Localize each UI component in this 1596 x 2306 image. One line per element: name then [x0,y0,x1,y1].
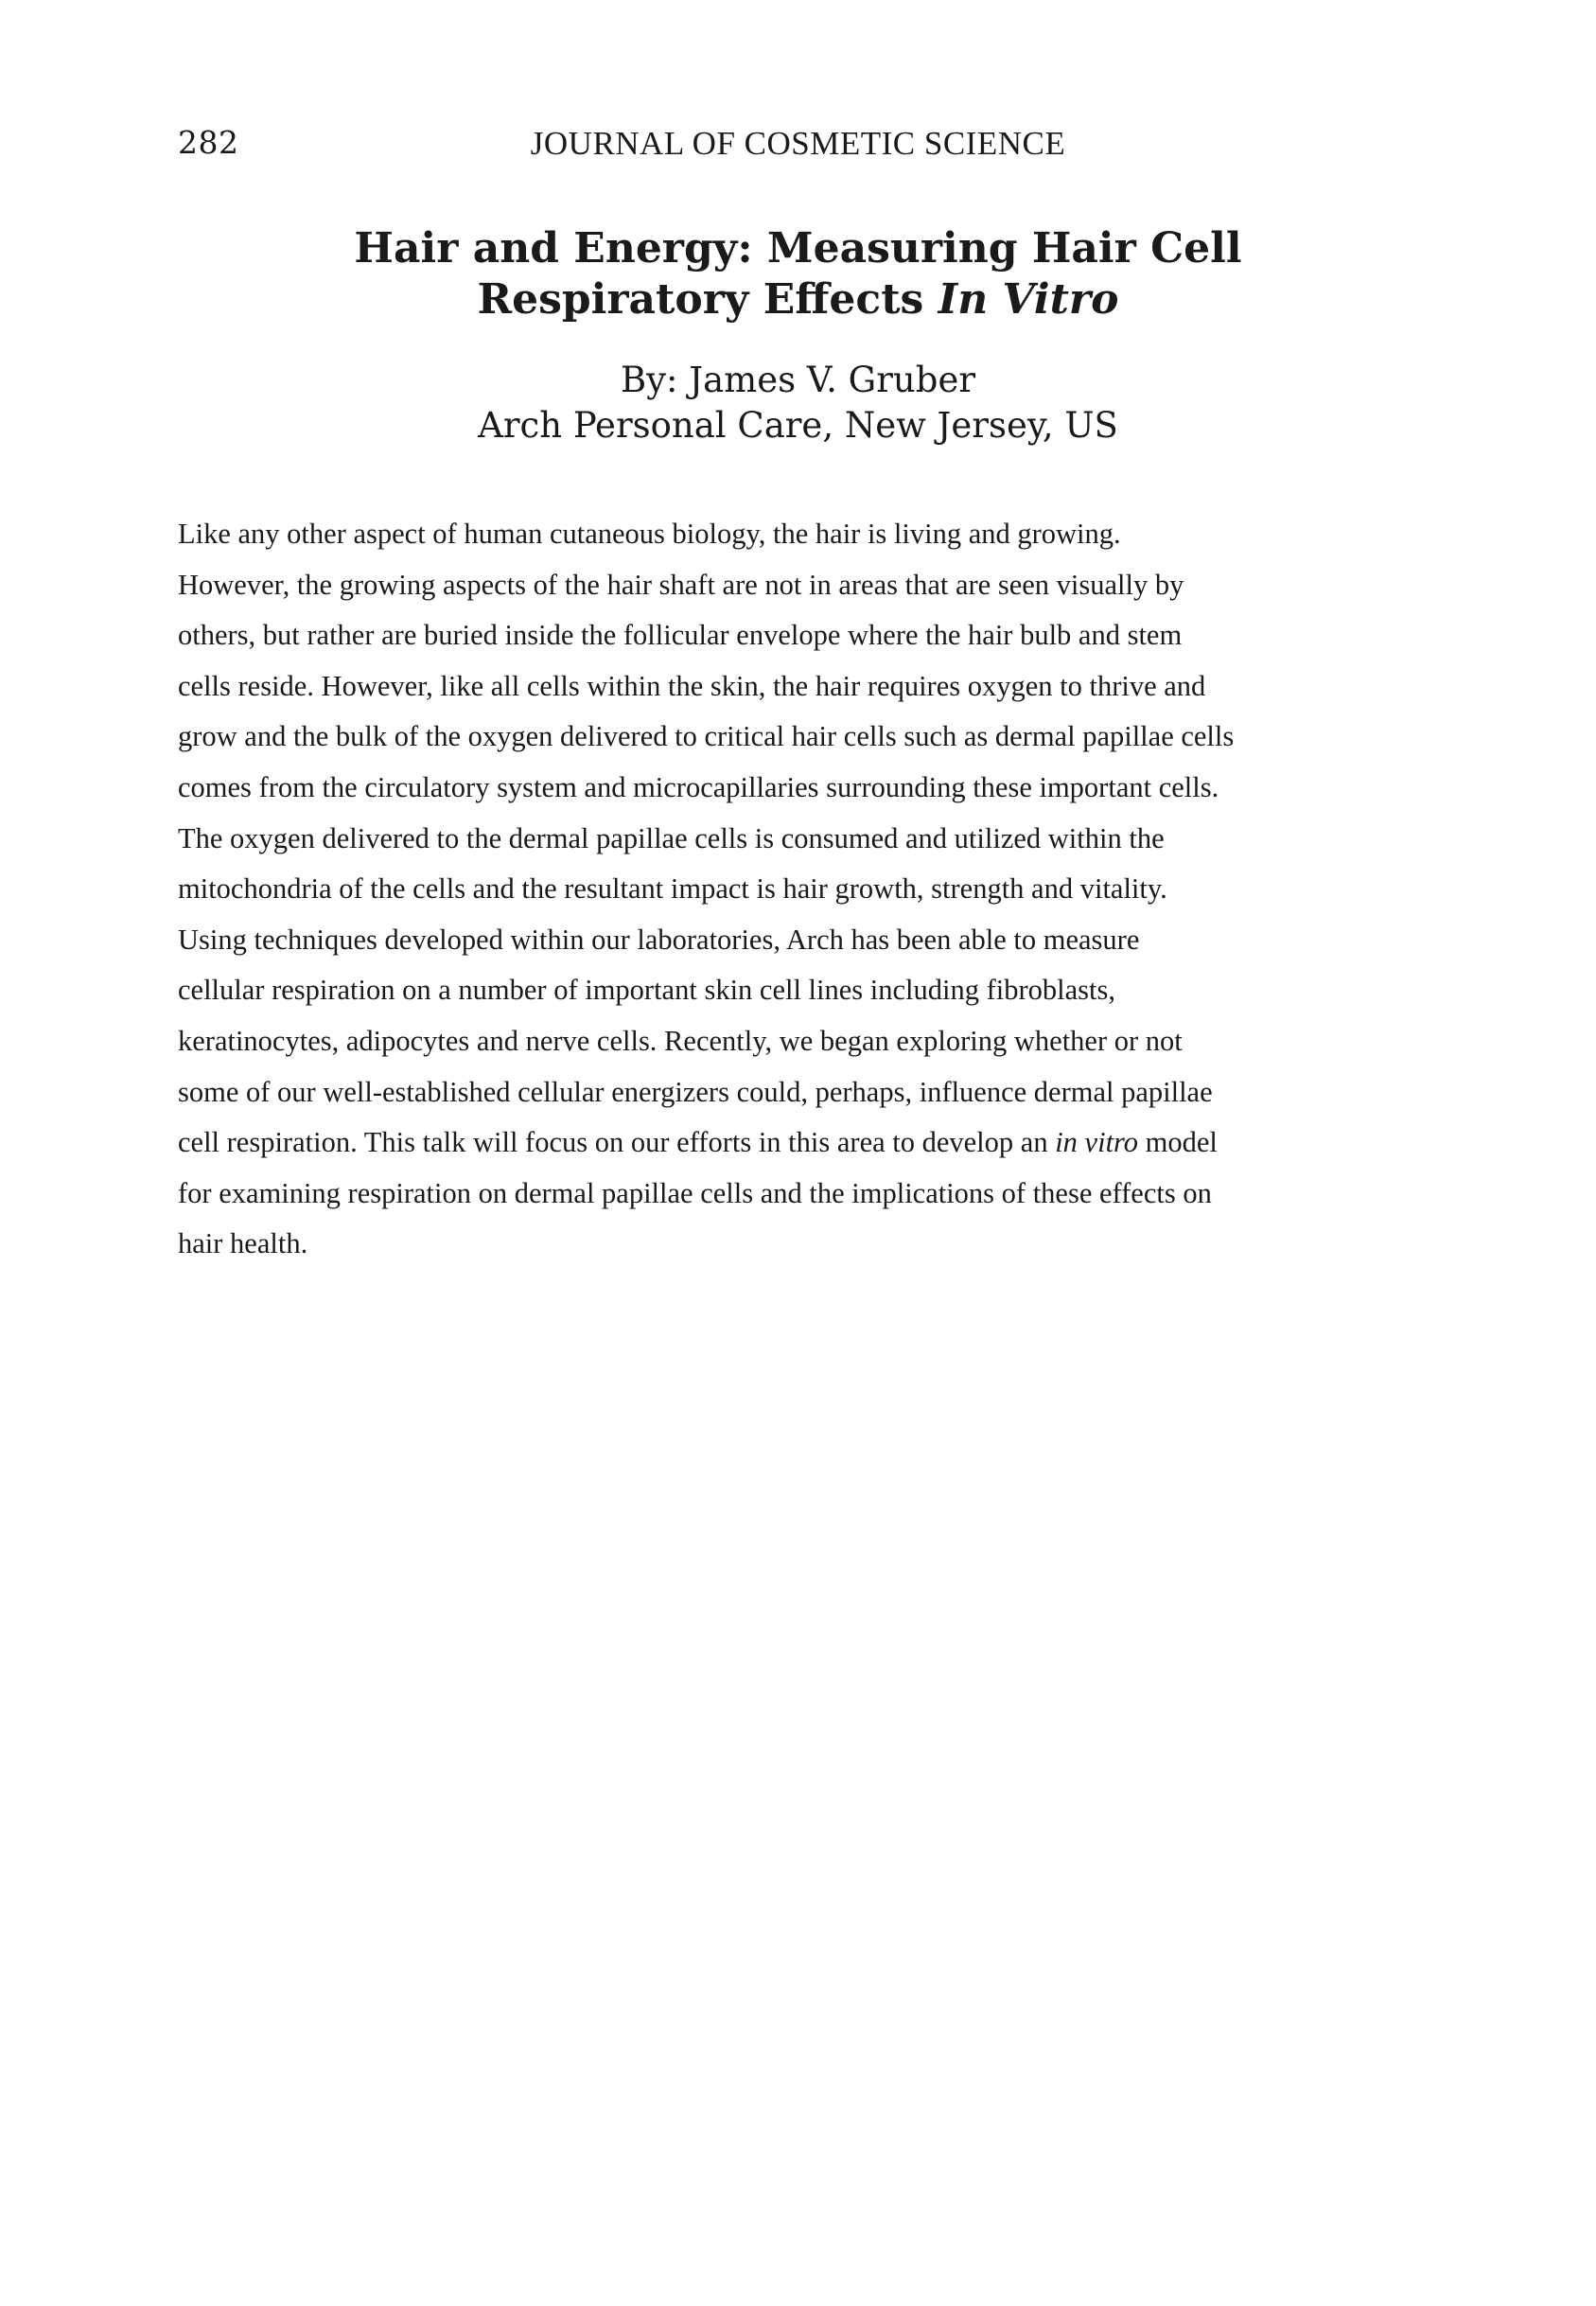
abstract-line: mitochondria of the cells and the resultant impact is hair growth, strength and vitality. [178,872,1167,906]
abstract-line: Like any other aspect of human cutaneous biology, the hair is living and growing. [178,518,1121,550]
article-title-line-2-text: Respiratory Effects [477,275,938,324]
abstract-line: for examining respiration on dermal papillae cells and the implications of these effects on [178,1176,1212,1209]
author-byline: By: James V. Gruber [620,360,976,400]
article-title-line-1: Hair and Energy: Measuring Hair Cell [354,224,1242,273]
abstract-body [178,509,1427,1270]
abstract-line-13-prefix: cell respiration. This talk will focus on our efforts in this area to develop an [178,1126,1056,1159]
journal-running-head [0,124,1596,162]
abstract-line: Using techniques developed within our laboratories, Arch has been able to measure [178,923,1140,956]
abstract-line-with-italic [178,1118,1427,1169]
abstract-line: some of our well-established cellular energizers could, perhaps, influence dermal papillae [178,1075,1213,1108]
abstract-line: grow and the bulk of the oxygen delivered to critical hair cells such as dermal papillae cells [178,720,1235,753]
abstract-line: However, the growing aspects of the hair shaft are not in areas that are seen visually by [178,568,1184,601]
abstract-line: The oxygen delivered to the dermal papillae cells is consumed and utilized within the [178,821,1165,854]
author-block [0,358,1596,449]
article-title-italic-term: In Vitro [938,275,1119,324]
abstract-line: cells reside. However, like all cells within the skin, the hair requires oxygen to thrive and [178,669,1206,702]
abstract-line: cellular respiration on a number of important skin cell lines including fibroblasts, [178,974,1116,1007]
journal-title: JOURNAL OF COSMETIC SCIENCE [530,125,1066,162]
abstract-line: hair health. [178,1227,308,1260]
abstract-line: keratinocytes, adipocytes and nerve cells. Recently, we began exploring whether or not [178,1024,1183,1057]
author-affiliation: Arch Personal Care, New Jersey, US [478,405,1118,446]
abstract-line: others, but rather are buried inside the follicular envelope where the hair bulb and stem [178,619,1183,652]
abstract-line: comes from the circulatory system and microcapillaries surrounding these important cells. [178,770,1219,803]
abstract-italic-term: in vitro [1055,1126,1139,1159]
page-number: 282 [178,124,239,161]
article-title [0,223,1596,326]
abstract-line-13-suffix: model [1138,1126,1218,1159]
article-title-line-2 [0,274,1596,326]
